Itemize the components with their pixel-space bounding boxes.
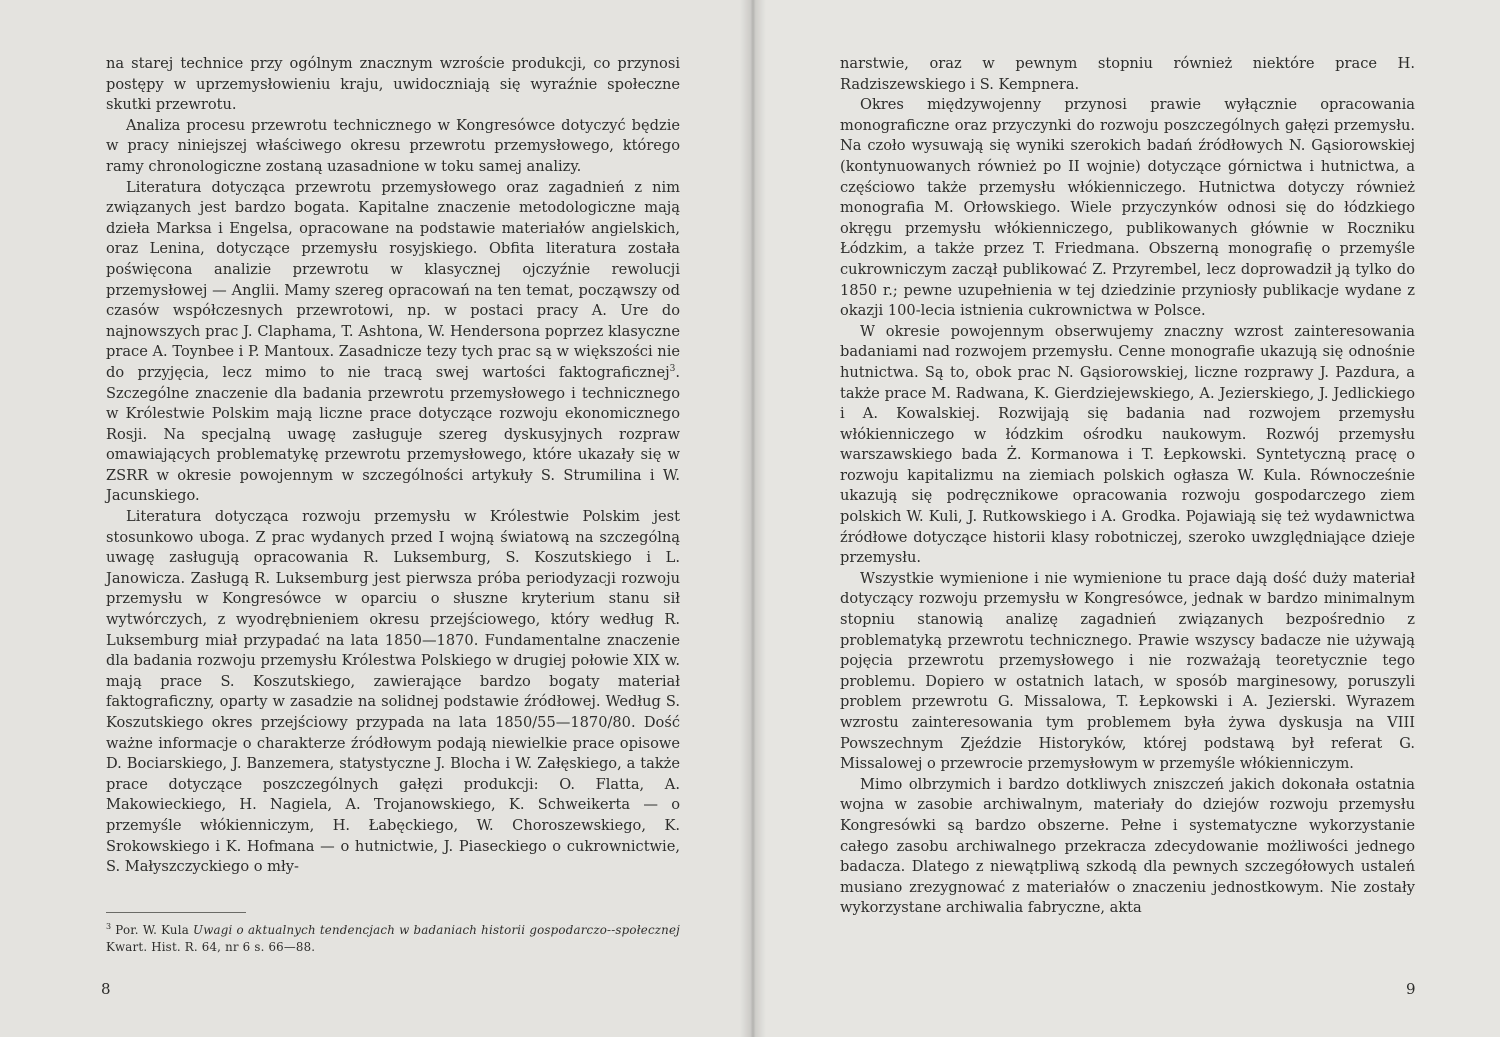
footnote-mark: 3 (106, 922, 112, 932)
paragraph: Analiza procesu przewrotu technicznego w Kongresówce dotyczyć będzie w pracy niniejszej właściwego okresu przewrotu przemysłowego, którego ramy chronologiczne zostaną uzasadnione w toku samej analizy. (106, 116, 680, 175)
page-number: 9 (1406, 980, 1416, 998)
footnote (106, 922, 680, 956)
paragraph: Wszystkie wymienione i nie wymienione tu prace dają dość duży materiał dotyczący rozwoju przemysłu w Kongresówce, jednak w bardzo minimalnym stopniu stanowią analizę zagadnień związanych bezpośrednio z problematyką przewrotu technicznego. Prawie wszyscy badacze nie używają pojęcia przewrotu przemysłowego i nie rozważają teoretycznie tego problemu. Dopiero w ostatnich latach, w sposób marginesowy, poruszyli problem przewrotu G. Missalowa, T. Łepkowski i A. Jezierski. Wyrazem wzrostu zainteresowania tym problemem była żywa dyskusja na VIII Powszechnym Zjeździe Historyków, której podstawą był referat G. Missalowej o przewrocie przemysłowym w przemyśle włókienniczym. (840, 569, 1415, 773)
footnote-prefix: Por. W. Kula (115, 923, 189, 937)
paragraph: na starej technice przy ogólnym znacznym wzroście produkcji, co przynosi postępy w uprzemysłowieniu kraju, uwidoczniają się wyraźnie społeczne skutki przewrotu. (106, 55, 680, 114)
paragraph: narstwie, oraz w pewnym stopniu również niektóre prace H. Radziszewskiego i S. Kempnera. (840, 55, 1415, 93)
footnote-reference: 3 (669, 364, 676, 375)
right-page-body (840, 54, 1415, 919)
page-number: 8 (101, 980, 111, 998)
footnote-suffix: Kwart. Hist. R. 64, nr 6 s. 66—88. (106, 940, 316, 954)
left-page-body (106, 54, 680, 878)
paragraph: Okres międzywojenny przynosi prawie wyłącznie opracowania monograficzne oraz przyczynki do rozwoju poszczególnych gałęzi przemysłu. Na czoło wysuwają się wyniki szerokich badań źródłowych N. Gąsiorowskiej (kontynuowanych również po II wojnie) dotyczące górnictwa i hutnictwa, a częściowo także przemysłu włókienniczego. Hutnictwa dotyczy również monografia M. Orłowskiego. Wiele przyczynków odnosi się do łódzkiego okręgu przemysłu włókienniczego, publikowanych głównie w Roczniku Łódzkim, a także przez T. Friedmana. Obszerną monografię o przemyśle cukrowniczym zaczął publikować Z. Przyrembel, lecz doprowadził ją tylko do 1850 r.; pewne uzupełnienia w tej dziedzinie przyniosły publikacje wydane z okazji 100-lecia istnienia cukrownictwa w Polsce. (840, 96, 1415, 320)
paragraph-text: Literatura dotycząca przewrotu przemysłowego oraz zagadnień z nim związanych jest bardzo bogata. Kapitalne znaczenie metodologiczne mają dzieła Marksa i Engelsa, opracowane na podstawie materiałów angielskich, oraz Lenina, dotyczące przemysłu rosyjskiego. Obfita literatura została poświęcona analizie przewrotu w klasycznej ojczyźnie rewolucji przemysłowej — Anglii. Mamy szereg opracowań na ten temat, począwszy od czasów współczesnych przewrotowi, np. w postaci pracy A. Ure do najnowszych prac J. Claphama, T. Ashtona, W. Hendersona poprzez klasyczne prace A. Toynbee i P. Mantoux. Zasadnicze tezy tych prac są w większości nie do przyjęcia, lecz mimo to nie tracą swej wartości faktograficznej (106, 178, 680, 381)
paragraph: Mimo olbrzymich i bardzo dotkliwych zniszczeń jakich dokonała ostatnia wojna w zasobie archiwalnym, materiały do dziejów rozwoju przemysłu Kongresówki są bardzo obszerne. Pełne i systematyczne wykorzystanie całego zasobu archiwalnego przekracza zdecydowanie możliwości jednego badacza. Dlatego z niewątpliwą szkodą dla pewnych szczegółowych ustaleń musiano zrezygnować z materiałów o znaczeniu jednostkowym. Nie zostały wykorzystane archiwalia fabryczne, akta (840, 775, 1415, 917)
paragraph: Literatura dotycząca przewrotu przemysłowego oraz zagadnień z nim związanych jest bardzo bogata. Kapitalne znaczenie metodologiczne mają dzieła Marksa i Engelsa, opracowane na podstawie materiałów angielskich, oraz Lenina, dotyczące przemysłu rosyjskiego. Obfita literatura została poświęcona analizie przewrotu w klasycznej ojczyźnie rewolucji przemysłowej — Anglii. Mamy szereg opracowań na ten temat, począwszy od czasów współczesnych przewrotowi, np. w postaci pracy A. Ure do najnowszych prac J. Claphama, T. Ashtona, W. Hendersona poprzez klasyczne prace A. Toynbee i P. Mantoux. Zasadnicze tezy tych prac są w większości nie do przyjęcia, lecz mimo to nie tracą swej wartości faktograficznej$^3$. Szczególne znaczenie dla badania przewrotu przemysłowego i technicznego w Królestwie Polskim mają liczne prace dotyczące rozwoju ekonomicznego Rosji. Na specjalną uwagę zasługuje szereg dyskusyjnych rozpraw omawiających problematykę przewrotu przemysłowego, które ukazały się w ZSRR w okresie powojennym w szczególności artykuły S. Strumilina i W. Jacunskiego. (106, 178, 680, 505)
footnote-divider (106, 912, 246, 913)
paragraph: W okresie powojennym obserwujemy znaczny wzrost zainteresowania badaniami nad rozwojem przemysłu. Cenne monografie ukazują się odnośnie hutnictwa. Są to, obok prac N. Gąsiorowskiej, liczne rozprawy J. Pazdura, a także prace M. Radwana, K. Gierdziejewskiego, A. Jezierskiego, J. Jedlickiego i A. Kowalskiej. Rozwijają się badania nad rozwojem przemysłu włókienniczego w łódzkim ośrodku naukowym. Rozwój przemysłu warszawskiego bada Ż. Kormanowa i T. Łepkowski. Syntetyczną pracę o rozwoju kapitalizmu na ziemiach polskich ogłasza W. Kula. Równocześnie ukazują się podręcznikowe opracowania rozwoju gospodarczego ziem polskich W. Kuli, J. Rutkowskiego i A. Grodka. Pojawiają się też wydawnictwa źródłowe dotyczące historii klasy robotniczej, szeroko uwzględniające dzieje przemysłu. (840, 322, 1415, 567)
footnote-title: Uwagi o aktualnych tendencjach w badaniach historii gospodarczo--społecznej (193, 923, 680, 937)
book-gutter (740, 0, 766, 1037)
paragraph-text: Szczególne znaczenie dla badania przewrotu przemysłowego i technicznego w Królestwie Polskim mają liczne prace dotyczące rozwoju ekonomicznego Rosji. Na specjalną uwagę zasługuje szereg dyskusyjnych rozpraw omawiających problematykę przewrotu przemysłowego, które ukazały się w ZSRR w okresie powojennym w szczególności artykuły S. Strumilina i W. Jacunskiego. (106, 384, 680, 505)
paragraph: Literatura dotycząca rozwoju przemysłu w Królestwie Polskim jest stosunkowo uboga. Z prac wydanych przed I wojną światową na szczególną uwagę zasługują opracowania R. Luksemburg, S. Koszutskiego i L. Janowicza. Zasługą R. Luksemburg jest pierwsza próba periodyzacji rozwoju przemysłu w Kongresówce w oparciu o słuszne kryterium stanu sił wytwórczych, z wyodrębnieniem okresu przejściowego, który według R. Luksemburg miał przypadać na lata 1850—1870. Fundamentalne znaczenie dla badania rozwoju przemysłu Królestwa Polskiego w drugiej połowie XIX w. mają prace S. Koszutskiego, zawierające bardzo bogaty materiał faktograficzny, oparty w zasadzie na solidnej podstawie źródłowej. Według S. Koszutskiego okres przejściowy przypada na lata 1850/55—1870/80. Dość ważne informacje o charakterze źródłowym podają niewielkie prace opisowe D. Bociarskiego, J. Banzemera, statystyczne J. Blocha i W. Załęskiego, a także prace dotyczące poszczególnych gałęzi produkcji: O. Flatta, A. Makowieckiego, H. Nagiela, A. Trojanowskiego, K. Schweikerta — o przemyśle włókienniczym, H. Łabęckiego, W. Choroszewskiego, K. Srokowskiego i K. Hofmana — o hutnictwie, J. Piaseckiego o cukrownictwie, S. Małyszczyckiego o mły- (106, 508, 680, 876)
